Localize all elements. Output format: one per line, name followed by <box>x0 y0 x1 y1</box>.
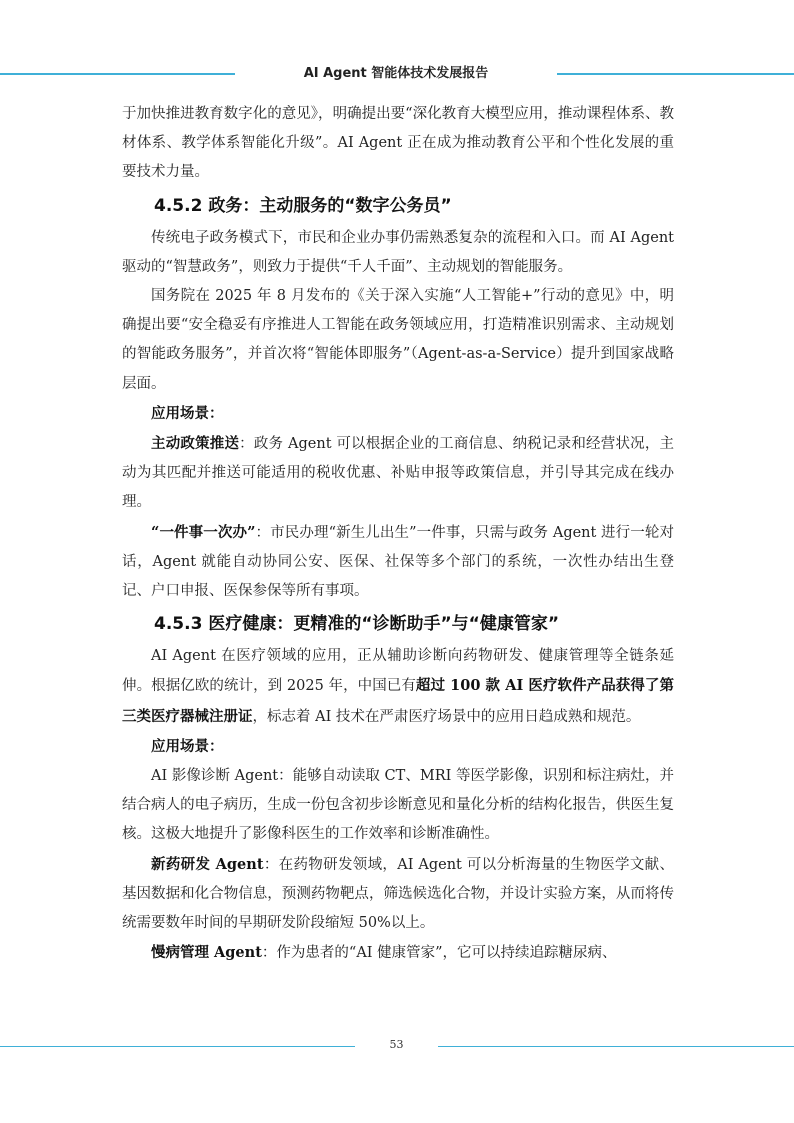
scene-title: 新药研发 Agent <box>151 855 264 873</box>
section-heading-4-5-3: 4.5.3 医疗健康：更精准的“诊断助手”与“健康管家” <box>154 614 560 635</box>
footer-rule-left <box>0 1046 355 1047</box>
paragraph-egov-policy: 国务院在 2025 年 8 月发布的《关于深入实施“人工智能+”行动的意见》中，明确提出要“安全稳妥有序推进人工智能在政务领域应用，打造精准识别需求、主动规划的智能政务服务”，并首次将“智能体即服务”（Agent-as-a-Service）提升到国家战略层面。 <box>122 288 674 392</box>
paragraph-medical-intro: AI Agent 在医疗领域的应用，正从辅助诊断向药物研发、健康管理等全链条延伸。根据亿欧的统计，到 2025 年，中国已有超过 100 款 AI 医疗软件产品获得了第三类医疗器械注册证，标志着 AI 技术在严肃医疗场景中的应用日趋成熟和规范。 <box>122 648 674 725</box>
paragraph-egov-intro: 传统电子政务模式下，市民和企业办事仍需熟悉复杂的流程和入口。而 AI Agent 驱动的“智慧政务”，则致力于提供“千人千面”、主动规划的智能服务。 <box>122 229 674 275</box>
scene-imaging-agent: AI 影像诊断 Agent：能够自动读取 CT、MRI 等医学影像，识别和标注病灶，并结合病人的电子病历，生成一份包含初步诊断意见和量化分析的结构化报告，供医生复核。这极大地提升了影像科医生的工作效率和诊断准确性。 <box>122 768 674 843</box>
scene-chronic-care: 慢病管理 Agent：作为患者的“AI 健康管家”，它可以持续追踪糖尿病、 <box>151 944 617 962</box>
scene-title: “一件事一次办” <box>151 523 256 541</box>
paragraph-education-end: 于加快推进教育数字化的意见》，明确提出要“深化教育大模型应用，推动课程体系、教材体系、教学体系智能化升级”。AI Agent 正在成为推动教育公平和个性化发展的重要技术力量。 <box>122 106 674 181</box>
scene-title: 慢病管理 Agent <box>151 944 262 962</box>
scene-title: 主动政策推送 <box>151 435 240 453</box>
page-number: 53 <box>389 1038 404 1051</box>
scene-proactive-policy: 主动政策推送：政务 Agent 可以根据企业的工商信息、纳税记录和经营状况，主动为其匹配并推送可能适用的税收优惠、补贴申报等政策信息，并引导其完成在线办理。 <box>122 435 675 511</box>
scene-one-thing-once: “一件事一次办”：市民办理“新生儿出生”一件事，只需与政务 Agent 进行一轮对话，Agent 就能自动协同公安、医保、社保等多个部门的系统，一次性办结出生登记、户口申报、医保参保等所有事项。 <box>122 523 674 600</box>
scene-label-medical: 应用场景： <box>151 737 224 755</box>
page-body <box>122 100 674 968</box>
scene-label-egov: 应用场景： <box>151 404 224 422</box>
header-rule-left <box>0 73 235 75</box>
footer-rule-right <box>438 1046 794 1047</box>
section-heading-4-5-2: 4.5.2 政务：主动服务的“数字公务员” <box>154 195 452 216</box>
header-title: AI Agent 智能体技术发展报告 <box>303 66 489 81</box>
scene-drug-discovery: 新药研发 Agent：在药物研发领域，AI Agent 可以分析海量的生物医学文献、基因数据和化合物信息，预测药物靶点，筛选候选化合物，并设计实验方案，从而将传统需要数年时间的早期研发阶段缩短 50%以上。 <box>122 855 674 932</box>
header-rule-right <box>557 73 794 75</box>
